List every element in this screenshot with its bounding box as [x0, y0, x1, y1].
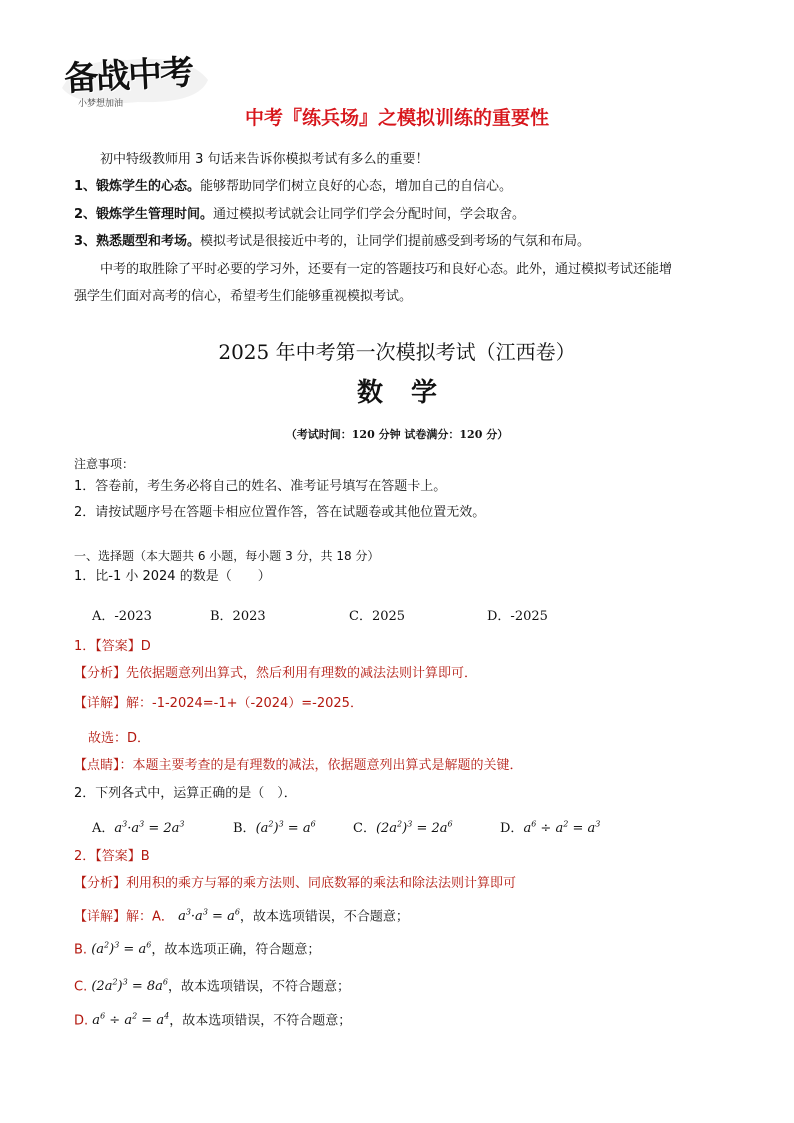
q2-stem: 2．下列各式中，运算正确的是（ ）．: [74, 786, 297, 801]
q1-option-c: C．2025: [349, 609, 406, 624]
q1-choice: 故选：D．: [88, 731, 151, 746]
q1-option-b: B．2023: [210, 609, 266, 624]
q2-detail-c: C. $(2a^2)^3 = 8a^6$，故本选项错误，不符合题意；: [74, 978, 351, 995]
promo-closing-1: 中考的取胜除了平时必要的学习外，还要有一定的答题技巧和良好心态。此外，通过模拟考试还能增: [100, 262, 673, 277]
q2-option-d: D．$a^6 \div a^2 = a^3$: [500, 819, 601, 836]
q1-option-a: A．-2023: [92, 609, 152, 624]
q1-option-d: D．-2025: [487, 609, 548, 624]
notice-2: 2．请按试题序号在答题卡相应位置作答，答在试题卷或其他位置无效。: [74, 505, 486, 520]
q1-stem: 1．比-1 小 2024 的数是（ ）: [74, 569, 271, 584]
promo-intro: 初中特级教师用 3 句话来告诉你模拟考试有多么的重要！: [100, 152, 429, 167]
exam-subject: 数学: [356, 378, 465, 408]
section-heading: 一、选择题（本大题共 6 小题，每小题 3 分，共 18 分）: [74, 549, 380, 563]
promo-point-3: 3、熟悉题型和考场。模拟考试是很接近中考的，让同学们提前感受到考场的气氛和布局。: [74, 234, 591, 249]
q1-analysis: 【分析】先依据题意列出算式，然后利用有理数的减法法则计算即可．: [74, 666, 478, 681]
q2-option-a: A．$a^3\cdot a^3 = 2a^3$: [92, 819, 185, 836]
q2-option-b: B．$(a^2)^3 = a^6$: [233, 819, 316, 836]
q2-detail-d: D. $a^6 \div a^2 = a^4$，故本选项错误，不符合题意；: [74, 1012, 352, 1029]
q1-answer: 1．【答案】D: [74, 639, 151, 654]
promo-closing-2: 强学生们面对高考的信心，希望考生们能够重视模拟考试。: [74, 289, 413, 304]
q1-comment: 【点睛】：本题主要考查的是有理数的减法，依据题意列出算式是解题的关键．: [74, 758, 523, 773]
notice-1: 1．答卷前，考生务必将自己的姓名、准考证号填写在答题卡上。: [74, 479, 447, 494]
logo-subtext: 小梦想加油: [78, 99, 124, 109]
q2-analysis: 【分析】利用积的乘方与幂的乘方法则、同底数幂的乘法和除法法则计算即可: [74, 876, 517, 891]
q2-detail-b: B. $(a^2)^3 = a^6$，故本选项正确，符合题意；: [74, 941, 321, 958]
q2-detail-a: 【详解】解：A． $a^3\cdot a^3 = a^6$，故本选项错误，不合题意；: [74, 908, 409, 925]
exam-title: 2025 年中考第一次模拟考试（江西卷）: [218, 340, 576, 364]
promo-point-1: 1、锻炼学生的心态。能够帮助同学们树立良好的心态，增加自己的自信心。: [74, 179, 513, 194]
q1-detail: 【详解】解：-1-2024=-1+（-2024）=-2025．: [74, 696, 363, 711]
q2-option-c: C．$(2a^2)^3 = 2a^6$: [353, 819, 453, 836]
promo-point-2: 2、锻炼学生管理时间。通过模拟考试就会让同学们学会分配时间，学会取舍。: [74, 207, 526, 222]
promo-title: 中考『练兵场』之模拟训练的重要性: [244, 107, 549, 129]
q2-answer: 2．【答案】B: [74, 849, 150, 864]
notice-heading: 注意事项：: [74, 457, 135, 471]
logo-text: 备战中考: [63, 52, 194, 100]
exam-meta: （考试时间：120 分钟 试卷满分：120 分）: [285, 428, 509, 441]
